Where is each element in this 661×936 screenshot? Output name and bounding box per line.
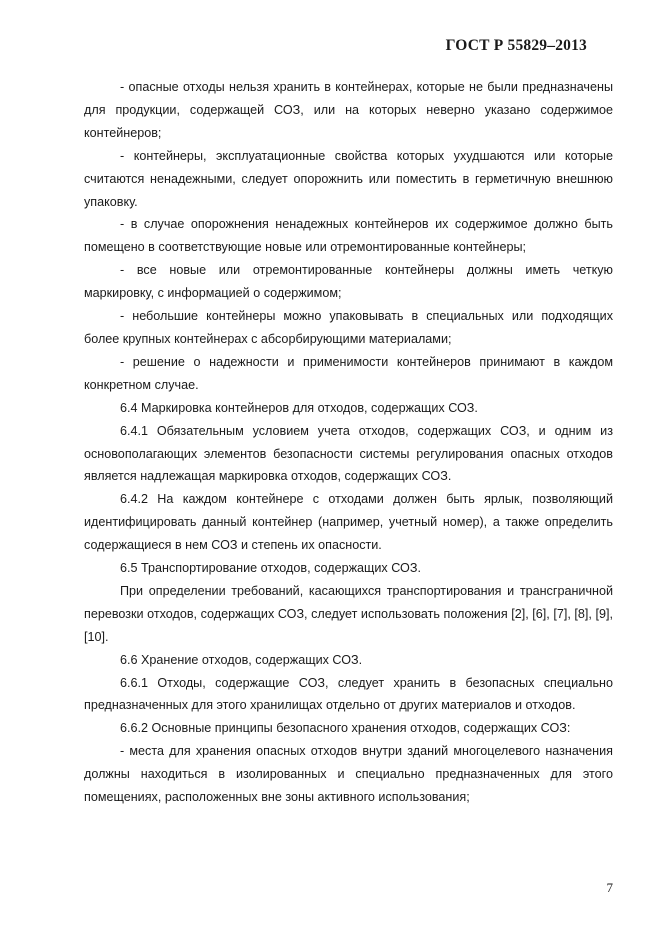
paragraph-6-6-2: 6.6.2 Основные принципы безопасного хранения отходов, содержащих СОЗ: xyxy=(120,721,571,736)
section-heading-6-5: 6.5 Транспортирование отходов, содержащих СОЗ. xyxy=(120,561,421,576)
page-number: 7 xyxy=(606,880,613,895)
paragraph-transport-requirements: При определении требований, касающихся транспортирования и трансграничной перевозки отходов, содержащих СОЗ, следует использовать положения [2], [6], [7], [8], [9], [10]. xyxy=(84,583,613,644)
paragraph-containers-unsuitable: - опасные отходы нельзя хранить в контейнерах, которые не были предназначены для продукции, содержащей СОЗ, или на которых неверно указано содержимое контейнеров; xyxy=(84,80,613,140)
paragraph-containers-emptying: - в случае опорожнения ненадежных контейнеров их содержимое должно быть помещено в соответствующие новые или отремонтированные контейнеры; xyxy=(84,217,613,255)
paragraph-6-4-2: 6.4.2 На каждом контейнере с отходами должен быть ярлык, позволяющий идентифицировать данный контейнер (например, учетный номер), а также определить содержащиеся в нем СОЗ и степень их опасности. xyxy=(84,492,613,553)
paragraph-containers-unreliable: - контейнеры, эксплуатационные свойства которых ухудшаются или которые считаются ненадежными, следует опорожнить или поместить в герметичную внешнюю упаковку. xyxy=(84,148,613,209)
paragraph-containers-labeling: - все новые или отремонтированные контейнеры должны иметь четкую маркировку, с информацией о содержимом; xyxy=(84,263,613,301)
paragraph-6-6-1: 6.6.1 Отходы, содержащие СОЗ, следует хранить в безопасных специально предназначенных для этого хранилищах отдельно от других материалов и отходов. xyxy=(84,675,613,713)
paragraph-6-4-1: 6.4.1 Обязательным условием учета отходов, содержащих СОЗ, и одним из основополагающих элементов безопасности системы регулирования опасных отходов является надлежащая маркировка отходов, содержащих СОЗ. xyxy=(84,423,613,484)
section-heading-6-6: 6.6 Хранение отходов, содержащих СОЗ. xyxy=(120,652,363,667)
document-standard-code: ГОСТ Р 55829–2013 xyxy=(445,37,587,54)
paragraph-containers-decision: - решение о надежности и применимости контейнеров принимают в каждом конкретном случае. xyxy=(84,354,613,392)
paragraph-storage-locations: - места для хранения опасных отходов внутри зданий многоцелевого назначения должны находиться в изолированных и специально предназначенных для этого помещениях, расположенных вне зоны активного использования; xyxy=(84,744,613,805)
paragraph-containers-packing: - небольшие контейнеры можно упаковывать в специальных или подходящих более крупных контейнерах с абсорбирующими материалами; xyxy=(84,309,613,346)
document-body xyxy=(84,76,613,809)
section-heading-6-4: 6.4 Маркировка контейнеров для отходов, содержащих СОЗ. xyxy=(120,400,478,415)
